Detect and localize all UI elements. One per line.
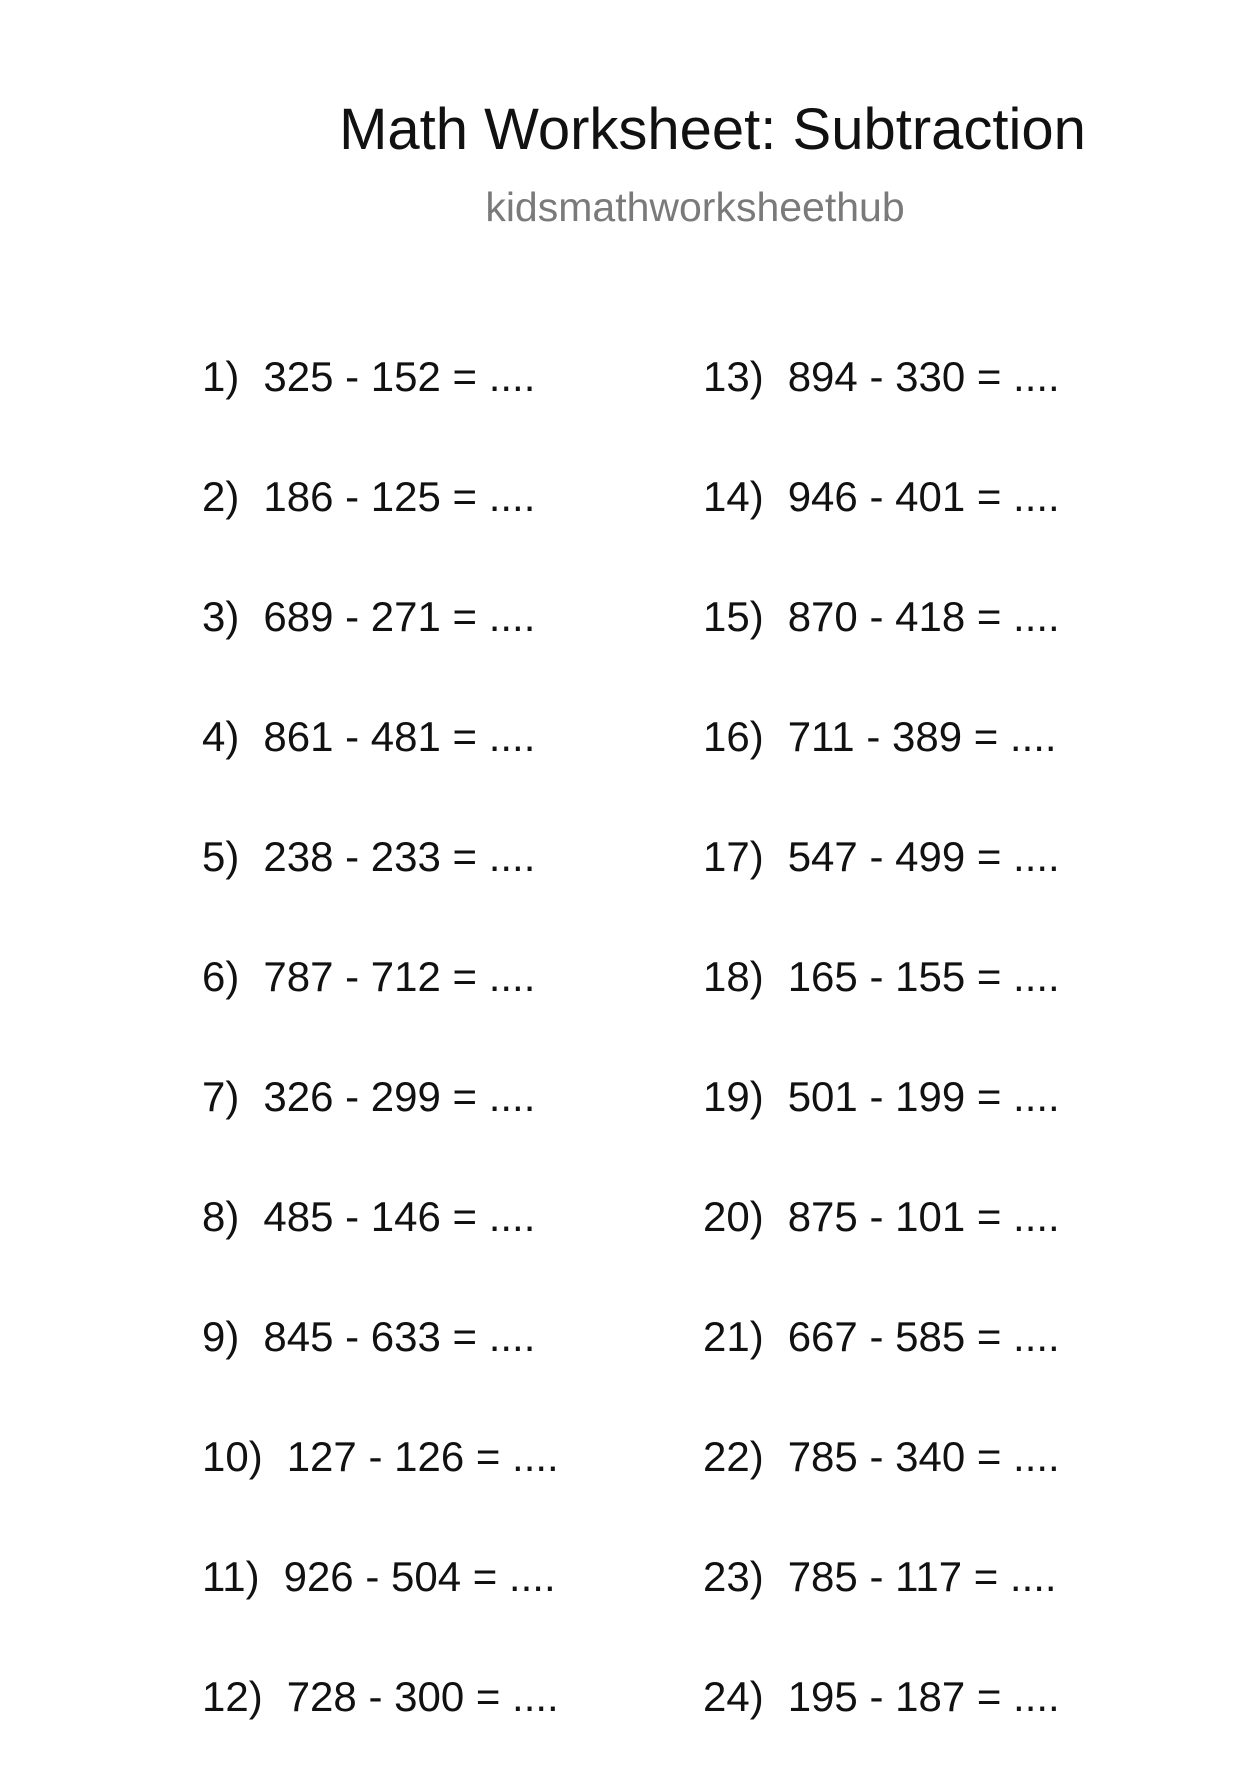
problem-number: 20): [703, 1193, 764, 1240]
problem-item: [202, 352, 559, 472]
problem-item: [703, 592, 1060, 712]
problem-item: [202, 712, 559, 832]
problem-number: 5): [202, 833, 240, 880]
problem-expression: 845 - 633 = ....: [263, 1313, 536, 1360]
problem-expression: 894 - 330 = ....: [787, 353, 1060, 400]
problem-item: [703, 1192, 1060, 1312]
problem-number: 12): [202, 1673, 263, 1720]
problem-expression: 728 - 300 = ....: [286, 1673, 559, 1720]
problem-number: 21): [703, 1313, 764, 1360]
problem-item: [703, 1312, 1060, 1432]
problem-item: [202, 592, 559, 712]
problem-item: [202, 952, 559, 1072]
problem-number: 16): [703, 713, 764, 760]
problem-item: [703, 832, 1060, 952]
problem-item: [202, 1192, 559, 1312]
problem-expression: 711 - 389 = ....: [787, 713, 1057, 760]
problem-number: 14): [703, 473, 764, 520]
problem-item: [703, 472, 1060, 592]
problem-expression: 501 - 199 = ....: [787, 1073, 1060, 1120]
problem-expression: 485 - 146 = ....: [263, 1193, 536, 1240]
problem-expression: 667 - 585 = ....: [787, 1313, 1060, 1360]
problem-item: [202, 1552, 559, 1672]
problem-number: 22): [703, 1433, 764, 1480]
problem-number: 6): [202, 953, 240, 1000]
problem-item: [703, 352, 1060, 472]
problem-expression: 926 - 504 = ....: [283, 1553, 556, 1600]
problem-number: 17): [703, 833, 764, 880]
problem-expression: 238 - 233 = ....: [263, 833, 536, 880]
problem-item: [202, 1672, 559, 1792]
problem-expression: 165 - 155 = ....: [787, 953, 1060, 1000]
problem-expression: 689 - 271 = ....: [263, 593, 536, 640]
problem-number: 23): [703, 1553, 764, 1600]
problem-item: [703, 952, 1060, 1072]
problem-expression: 785 - 117 = ....: [787, 1553, 1057, 1600]
worksheet-source: kidsmathworksheethub: [485, 184, 905, 230]
problem-number: 19): [703, 1073, 764, 1120]
problem-item: [703, 1552, 1060, 1672]
problem-item: [202, 1312, 559, 1432]
problem-number: 9): [202, 1313, 240, 1360]
problem-expression: 127 - 126 = ....: [286, 1433, 559, 1480]
problem-expression: 870 - 418 = ....: [787, 593, 1060, 640]
problem-number: 2): [202, 473, 240, 520]
problem-expression: 325 - 152 = ....: [263, 353, 536, 400]
problem-number: 24): [703, 1673, 764, 1720]
problem-number: 1): [202, 353, 240, 400]
problem-number: 8): [202, 1193, 240, 1240]
problem-item: [202, 1432, 559, 1552]
problem-expression: 785 - 340 = ....: [787, 1433, 1060, 1480]
problem-item: [703, 1072, 1060, 1192]
problem-column-right: [703, 352, 1060, 1792]
problem-number: 15): [703, 593, 764, 640]
problem-item: [703, 712, 1060, 832]
problem-item: [703, 1672, 1060, 1792]
worksheet-title: Math Worksheet: Subtraction: [339, 97, 1086, 162]
problem-expression: 195 - 187 = ....: [787, 1673, 1060, 1720]
problem-expression: 186 - 125 = ....: [263, 473, 536, 520]
problem-number: 3): [202, 593, 240, 640]
problem-expression: 875 - 101 = ....: [787, 1193, 1060, 1240]
problem-item: [202, 832, 559, 952]
problem-expression: 861 - 481 = ....: [263, 713, 536, 760]
problem-number: 18): [703, 953, 764, 1000]
problem-number: 10): [202, 1433, 263, 1480]
problem-expression: 547 - 499 = ....: [787, 833, 1060, 880]
problem-number: 13): [703, 353, 764, 400]
problem-item: [703, 1432, 1060, 1552]
problem-item: [202, 1072, 559, 1192]
problem-number: 7): [202, 1073, 240, 1120]
problem-number: 4): [202, 713, 240, 760]
problem-item: [202, 472, 559, 592]
problem-expression: 326 - 299 = ....: [263, 1073, 536, 1120]
problem-column-left: [202, 352, 559, 1792]
problem-expression: 787 - 712 = ....: [263, 953, 536, 1000]
problem-expression: 946 - 401 = ....: [787, 473, 1060, 520]
problem-number: 11): [202, 1553, 260, 1600]
